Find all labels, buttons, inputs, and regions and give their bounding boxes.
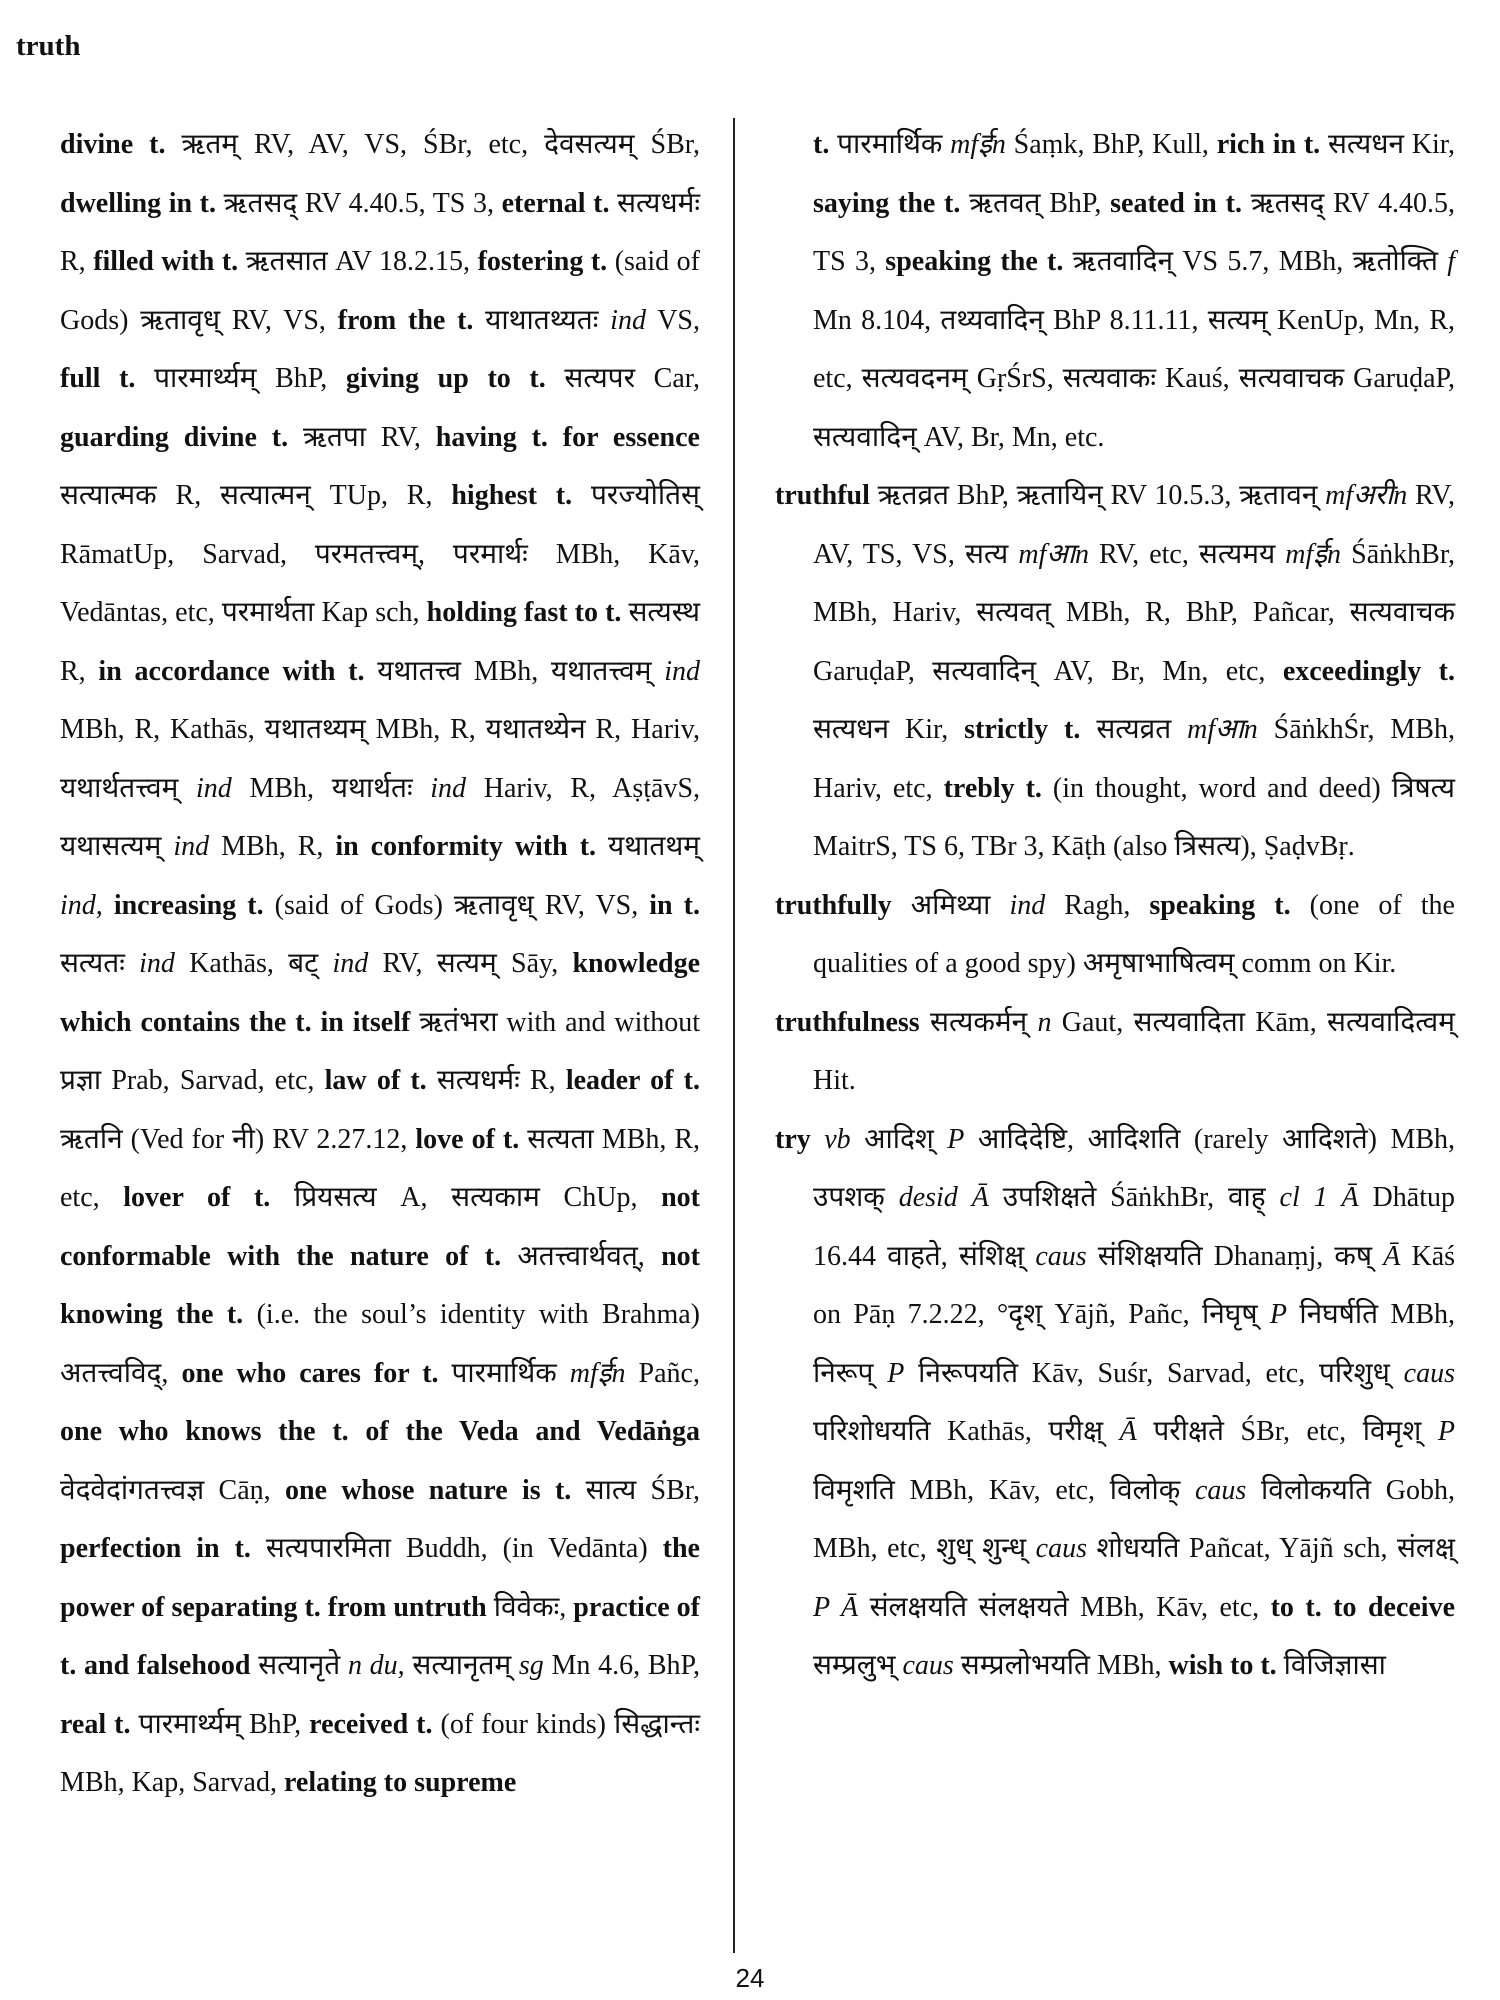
bold-phrase: from the t. <box>337 304 474 336</box>
grammar-label: n du, <box>347 1650 405 1681</box>
grammar-label: ind <box>610 304 646 336</box>
text-run: Gaut, सत्यवादिता Kām, सत्यवादित्वम् Hit. <box>813 1006 1455 1096</box>
text-run: RV, etc, सत्यमय <box>1088 538 1286 570</box>
text-run: अमिथ्या <box>891 889 1010 921</box>
grammar-label: desid Ā <box>898 1182 989 1213</box>
bold-phrase: one who knows the t. of the Veda and Vedāṅga <box>60 1416 700 1447</box>
column-divider <box>733 118 735 1953</box>
text-run: सत्यधन Kir, <box>1320 129 1455 160</box>
bold-phrase: practice of t. and falsehood <box>60 1591 701 1681</box>
text-run: (said of Gods) ऋतावृध् RV, VS, <box>60 246 700 336</box>
text-run: यथातत्त्व MBh, यथातत्त्वम् <box>364 655 665 687</box>
text-run: पारमार्थिक <box>829 129 951 160</box>
text-run: ŚāṅkhBr, MBh, Hariv, सत्यवत् MBh, R, BhP, Pañcar, सत्यवाचक GaruḍaP, सत्यवादिन् AV, Br, Mn, etc, <box>813 538 1456 687</box>
text-run: पारमार्थ्यम् BhP, <box>130 1708 310 1740</box>
text-run: सत्यात्मक R, सत्यात्मन् TUp, R, <box>60 480 452 511</box>
grammar-label: mfईn <box>569 1357 626 1389</box>
text-run: सत्यता MBh, R, etc, <box>60 1123 701 1213</box>
text-run: ऋतपा RV, <box>288 421 436 453</box>
bold-phrase: dwelling in t. <box>60 187 217 219</box>
bold-phrase: truthfully <box>775 889 892 921</box>
bold-phrase: to t. to deceive <box>1270 1591 1456 1623</box>
bold-phrase: having t. for essence <box>435 421 700 453</box>
bold-phrase: speaking the t. <box>885 246 1064 277</box>
text-run <box>811 1124 824 1155</box>
text-run: विमृशति MBh, Kāv, etc, विलोक् <box>813 1474 1195 1506</box>
text-run: Hariv, R, AṣṭāvS, यथासत्यम् <box>60 772 701 862</box>
bold-phrase: relating to supreme <box>283 1767 517 1798</box>
text-run: सम्प्रलुभ् <box>813 1650 903 1681</box>
grammar-label: caus <box>1195 1474 1247 1506</box>
text-run: Mn 4.6, BhP, <box>543 1650 701 1681</box>
text-run: विजिज्ञासा <box>1276 1650 1386 1681</box>
bold-phrase: try <box>775 1123 811 1155</box>
dictionary-entry <box>775 466 1455 876</box>
text-run: परीक्षते ŚBr, etc, विमृश् <box>1136 1416 1438 1447</box>
text-run: सम्प्रलोभयति MBh, <box>953 1650 1169 1681</box>
text-run: Mn 8.104, तथ्यवादिन् BhP 8.11.11, सत्यम् KenUp, Mn, R, etc, सत्यवदनम् GṛŚrS, सत्यवाकः Kauś, सत्यवाचक GaruḍaP, सत्यवादिन् AV, Br, Mn, etc. <box>813 304 1455 453</box>
text-run: सत्यधन Kir, <box>813 714 965 745</box>
bold-phrase: wish to t. <box>1168 1650 1277 1681</box>
text-run: Kathās, बट् <box>174 948 333 979</box>
text-run: सत्यधर्मः R, <box>60 187 700 277</box>
bold-phrase: exceedingly t. <box>1282 655 1455 687</box>
text-run: सत्यव्रत <box>1080 714 1188 745</box>
text-run: ऋतनि (Ved for नी) RV 2.27.12, <box>60 1123 416 1155</box>
text-run: आदिश् <box>850 1123 948 1155</box>
grammar-label: P <box>947 1123 965 1155</box>
bold-phrase: real t. <box>60 1708 131 1740</box>
text-run: ऋतसद् RV 4.40.5, TS 3, <box>813 187 1455 277</box>
text-run: उपशिक्षते ŚāṅkhBr, वाह् <box>988 1182 1280 1213</box>
bold-phrase: speaking t. <box>1149 889 1291 921</box>
grammar-label: P <box>1269 1299 1287 1330</box>
text-run: ऋतंभरा with and without प्रज्ञा Prab, Sarvad, etc, <box>60 1006 700 1096</box>
bold-phrase: filled with t. <box>93 246 239 277</box>
bold-phrase: giving up to t. <box>345 363 546 394</box>
text-run: अतत्त्वार्थवत्, <box>501 1240 662 1272</box>
text-run: आदिदेष्टि, आदिशति (rarely आदिशते) MBh, उपशक् <box>813 1123 1456 1213</box>
grammar-label: Ā <box>1119 1416 1137 1447</box>
text-run: शोधयति Pañcat, Yājñ sch, संलक्ष् <box>1086 1533 1455 1564</box>
bold-phrase: rich in t. <box>1216 129 1321 160</box>
text-run: सत्यकर्मन् <box>919 1006 1038 1038</box>
text-run: MBh, यथार्थतः <box>231 772 431 804</box>
text-run: (one of the qualities of a good spy) अमृषाभाषित्वम् comm on Kir. <box>813 889 1455 979</box>
left-column-text <box>60 115 700 1812</box>
text-run: परिशोधयति Kathās, परीक्ष् <box>813 1416 1120 1447</box>
bold-phrase: full t. <box>60 363 136 394</box>
text-run: (said of Gods) ऋतावृध् RV, VS, <box>263 889 650 921</box>
bold-phrase: t. <box>813 129 830 160</box>
grammar-label: P <box>1437 1416 1455 1447</box>
bold-phrase: strictly t. <box>964 714 1081 745</box>
grammar-label: ind <box>664 655 700 687</box>
grammar-label: mfईn <box>1285 538 1342 570</box>
bold-phrase: truthful <box>775 480 870 511</box>
text-run: RV, सत्यम् Sāy, <box>368 948 573 979</box>
bold-phrase: law of t. <box>324 1065 427 1096</box>
bold-phrase: truthfulness <box>775 1006 920 1038</box>
continued-entry <box>775 115 1455 466</box>
bold-phrase: knowledge which contains the t. in itself <box>60 948 701 1038</box>
bold-phrase: highest t. <box>451 480 573 511</box>
bold-phrase: saying the t. <box>813 187 961 219</box>
text-run: Kāś on Pāṇ 7.2.22, °दृश् Yājñ, Pañc, निघृष् <box>813 1240 1456 1330</box>
text-run: सात्य ŚBr, <box>571 1474 700 1506</box>
bold-phrase: not knowing the t. <box>60 1240 700 1330</box>
bold-phrase: one who cares for t. <box>181 1357 439 1389</box>
text-run: विवेकः, <box>486 1591 574 1623</box>
dictionary-entry <box>775 993 1455 1110</box>
text-run: याथातथ्यतः <box>473 304 611 336</box>
grammar-label: P <box>887 1357 905 1389</box>
grammar-label: ind <box>332 948 369 979</box>
text-run: RV, AV, TS, VS, सत्य <box>813 480 1456 570</box>
bold-phrase: eternal t. <box>501 187 610 219</box>
text-run: MBh, R, <box>209 831 336 862</box>
grammar-label: ind <box>1009 889 1046 921</box>
bold-phrase: love of t. <box>415 1123 520 1155</box>
text-run: संलक्षयति संलक्षयते MBh, Kāv, etc, <box>858 1591 1271 1623</box>
grammar-label: mfआn <box>1187 714 1258 745</box>
text-run: सत्यानृतम् <box>404 1650 519 1681</box>
grammar-label: caus <box>1035 1533 1087 1564</box>
text-run: Śaṃk, BhP, Kull, <box>1005 129 1217 160</box>
text-run: पारमार्थिक <box>438 1357 570 1389</box>
text-run: सत्यानृते <box>250 1650 348 1681</box>
text-run: सत्यस्थ R, <box>60 597 701 687</box>
grammar-label: P Ā <box>813 1591 859 1623</box>
grammar-label: caus <box>902 1650 954 1681</box>
bold-phrase: in conformity with t. <box>335 831 597 862</box>
grammar-label: mfआn <box>1018 538 1089 570</box>
grammar-label: ind <box>173 831 210 862</box>
grammar-label: mfईn <box>950 129 1006 160</box>
text-run <box>103 890 114 921</box>
bold-phrase: increasing t. <box>113 889 264 921</box>
grammar-label: mfअरीn <box>1325 480 1408 511</box>
bold-phrase: divine t. <box>60 129 166 160</box>
text-run: ऋतम् RV, AV, VS, ŚBr, etc, देवसत्यम् ŚBr, <box>165 129 700 160</box>
bold-phrase: trebly t. <box>943 772 1042 804</box>
text-run: निरूपयति Kāv, Suśr, Sarvad, etc, परिशुध् <box>904 1357 1404 1389</box>
grammar-label: cl 1 Ā <box>1279 1182 1359 1213</box>
bold-phrase: leader of t. <box>565 1065 701 1096</box>
text-run: ऋतसद् RV 4.40.5, TS 3, <box>216 187 502 219</box>
grammar-label: ind <box>196 772 232 804</box>
bold-phrase: lover of t. <box>123 1182 271 1213</box>
right-column <box>775 115 1455 1695</box>
grammar-label: ind <box>430 772 467 804</box>
text-run: सत्यपारमिता Buddh, (in Vedānta) <box>250 1533 663 1564</box>
dictionary-entry <box>775 876 1455 993</box>
text-run: विलोकयति Gobh, MBh, etc, शुध् शुन्ध् <box>813 1474 1455 1564</box>
bold-phrase: guarding divine t. <box>60 421 289 453</box>
text-run: Dhātup 16.44 वाहते, संशिक्ष् <box>813 1182 1455 1272</box>
grammar-label: f <box>1447 246 1455 277</box>
text-run: VS, <box>645 304 700 336</box>
text-run: संशिक्षयति Dhanaṃj, कष् <box>1086 1240 1384 1272</box>
bold-phrase: fostering t. <box>477 246 608 277</box>
grammar-label: vb <box>824 1123 851 1155</box>
text-run: ऋतवादिन् VS 5.7, MBh, ऋतोक्ति <box>1063 246 1448 277</box>
bold-phrase: holding fast to t. <box>426 597 622 628</box>
bold-phrase: received t. <box>309 1708 433 1740</box>
text-run: ऋतसात AV 18.2.15, <box>238 246 478 277</box>
text-run: ŚāṅkhŚr, MBh, Hariv, etc, <box>813 714 1455 804</box>
grammar-label: ind, <box>60 889 103 921</box>
text-run: यथातथम् <box>596 831 701 862</box>
page-number: 24 <box>735 1963 765 1993</box>
left-column <box>60 115 700 1812</box>
bold-phrase: the power of separating t. from untruth <box>60 1533 700 1623</box>
grammar-label: sg <box>518 1650 544 1681</box>
grammar-label: ind <box>139 948 175 979</box>
text-run: सत्यतः <box>60 948 140 979</box>
text-run: ऋतव्रत BhP, ऋतायिन् RV 10.5.3, ऋतावन् <box>869 480 1326 511</box>
grammar-label: caus <box>1403 1357 1455 1389</box>
grammar-label: n <box>1037 1006 1052 1038</box>
grammar-label: Ā <box>1383 1240 1401 1272</box>
bold-phrase: one whose nature is t. <box>284 1474 572 1506</box>
bold-phrase: in t. <box>649 889 700 921</box>
text-run: वेदवेदांगतत्त्वज्ञ Cāṇ, <box>60 1474 285 1506</box>
text-run: MBh, R, Kathās, यथातथ्यम् MBh, R, यथातथ्येन R, Hariv, यथार्थतत्त्वम् <box>60 714 700 804</box>
text-run: सत्यपर Car, <box>545 363 700 394</box>
text-run: परज्योतिस् RāmatUp, Sarvad, परमतत्त्वम्, परमार्थः MBh, Kāv, Vedāntas, etc, परमार्थता Kap sch, <box>60 480 700 628</box>
text-run: ऋतवत् BhP, <box>960 187 1111 219</box>
bold-phrase: seated in t. <box>1110 187 1242 219</box>
dictionary-entry <box>775 1110 1455 1695</box>
page-header-word: truth <box>16 30 81 62</box>
bold-phrase: not conformable with the nature of t. <box>60 1182 700 1272</box>
text-run: निघर्षति MBh, निरूप् <box>813 1299 1455 1389</box>
text-run: सत्यधर्मः R, <box>426 1065 566 1096</box>
bold-phrase: perfection in t. <box>60 1533 251 1564</box>
text-run: Pañc, <box>625 1357 700 1389</box>
text-run: पारमार्थ्यम् BhP, <box>135 363 346 394</box>
text-run: (of four kinds) सिद्धान्तः MBh, Kap, Sarvad, <box>60 1708 701 1798</box>
text-run: (in thought, word and deed) त्रिषत्य MaitrS, TS 6, TBr 3, Kāṭh (also त्रिसत्य), ṢaḍvBṛ. <box>813 772 1455 862</box>
grammar-label: caus <box>1035 1240 1087 1272</box>
bold-phrase: in accordance with t. <box>98 655 365 687</box>
text-run: Ragh, <box>1045 889 1150 921</box>
text-run: प्रियसत्य A, सत्यकाम ChUp, <box>270 1182 662 1213</box>
text-run: (i.e. the soul’s identity with Brahma) अतत्त्वविद्, <box>60 1299 700 1389</box>
